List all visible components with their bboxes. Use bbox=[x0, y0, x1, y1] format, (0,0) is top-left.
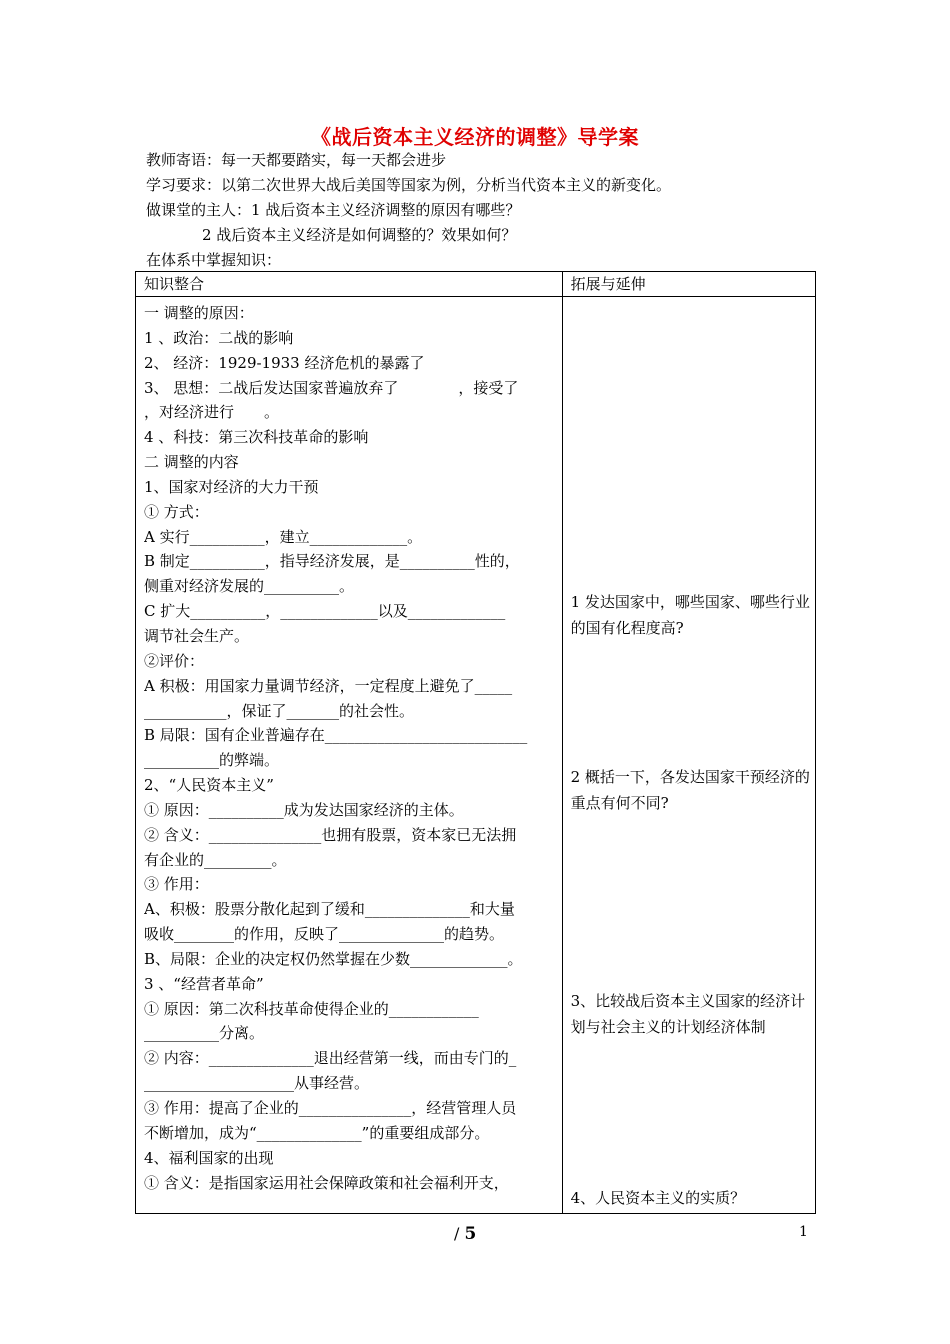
text-line: ____________________从事经营。 bbox=[144, 1074, 370, 1093]
text-line: A、积极：股票分散化起到了缓和______________和大量 bbox=[144, 900, 515, 919]
extension-question-3: 3、比较战后资本主义国家的经济计划与社会主义的计划经济体制 bbox=[570, 992, 806, 1036]
text-line: 一 调整的原因： bbox=[144, 304, 254, 322]
text-line: ② 含义：_______________也拥有股票，资本家已无法拥 bbox=[144, 825, 517, 844]
text-line: ③ 作用：提高了企业的_______________，经营管理人员 bbox=[144, 1099, 517, 1117]
text-line: A 积极：用国家力量调节经济，一定程度上避免了_____ bbox=[144, 676, 513, 695]
text-line: ① 方式： bbox=[144, 502, 209, 521]
text-line: 1、国家对经济的大力干预 bbox=[144, 477, 319, 496]
text-line: C 扩大__________，_____________以及_____________ bbox=[144, 602, 506, 621]
table-header-row bbox=[136, 272, 816, 297]
knowledge-table bbox=[135, 271, 816, 1214]
text-line: B 局限：国有企业普遍存在___________________________ bbox=[144, 726, 528, 745]
text-line: ③ 作用： bbox=[144, 875, 209, 894]
master-question-1: 做课堂的主人：1 战后资本主义经济调整的原因有哪些？ bbox=[146, 201, 521, 219]
intro-section bbox=[146, 148, 671, 273]
page-title: 《战后资本主义经济的调整》导学案 bbox=[311, 125, 639, 149]
header-extension: 拓展与延伸 bbox=[562, 272, 815, 297]
text-line: 不断增加，成为“______________”的重要组成部分。 bbox=[144, 1123, 490, 1142]
teacher-words: 教师寄语：每一天都要踏实，每一天都会进步 bbox=[146, 151, 447, 169]
text-line: 有企业的_________。 bbox=[144, 850, 287, 869]
extension-question-4: 4、人民资本主义的实质？ bbox=[570, 1189, 746, 1207]
text-line: 2、 经济：1929-1933 经济危机的暴露了 bbox=[144, 353, 425, 372]
extension-cell bbox=[562, 297, 815, 1214]
text-line: ② 内容：______________退出经营第一线，而由专门的_ bbox=[144, 1049, 517, 1068]
text-line: __________分离。 bbox=[144, 1024, 265, 1043]
header-knowledge: 知识整合 bbox=[136, 272, 563, 297]
table-body-row bbox=[136, 297, 816, 1214]
text-line: 4、福利国家的出现 bbox=[144, 1148, 274, 1167]
page-count bbox=[454, 1224, 476, 1244]
text-line: 1 、政治：二战的影响 bbox=[144, 328, 294, 347]
text-line: B 制定__________，指导经济发展，是__________性的， bbox=[144, 552, 520, 571]
text-line: ②评价： bbox=[144, 651, 205, 670]
text-line: __________的弊端。 bbox=[144, 751, 280, 770]
text-line: 4 、科技：第三次科技革命的影响 bbox=[144, 428, 369, 447]
extension-question-1: 1 发达国家中，哪些国家、哪些行业的国有化程度高? bbox=[570, 593, 810, 637]
text-line: 侧重对经济发展的__________。 bbox=[144, 577, 355, 596]
knowledge-cell bbox=[136, 297, 563, 1214]
system-heading: 在体系中掌握知识： bbox=[146, 251, 282, 269]
text-line: A 实行__________，建立_____________。 bbox=[144, 527, 423, 546]
page-slash: / bbox=[454, 1224, 460, 1243]
text-line: B、局限：企业的决定权仍然掌握在少数_____________。 bbox=[144, 949, 523, 968]
text-line: ① 原因：__________成为发达国家经济的主体。 bbox=[144, 800, 464, 819]
text-line: ，对经济进行 。 bbox=[144, 403, 280, 422]
text-line: 3 、“经营者革命” bbox=[144, 974, 264, 993]
text-line: 2、“人民资本主义” bbox=[144, 776, 274, 795]
learning-requirement: 学习要求：以第二次世界大战后美国等国家为例，分析当代资本主义的新变化。 bbox=[146, 176, 672, 194]
text-line: ___________，保证了_______的社会性。 bbox=[144, 701, 415, 720]
text-line: 调节社会生产。 bbox=[144, 626, 250, 645]
text-line: 二 调整的内容 bbox=[144, 453, 239, 472]
text-line: ① 原因：第二次科技革命使得企业的____________ bbox=[144, 999, 479, 1018]
text-line: 3、 思想：二战后发达国家普遍放弃了 ，接受了 bbox=[144, 378, 519, 397]
page-number: 1 bbox=[799, 1224, 808, 1240]
extension-question-2: 2 概括一下，各发达国家干预经济的重点有何不同? bbox=[570, 768, 810, 812]
text-line: ① 含义：是指国家运用社会保障政策和社会福利开支， bbox=[144, 1173, 509, 1192]
page-total: 5 bbox=[464, 1224, 477, 1244]
master-question-2: 2 战后资本主义经济是如何调整的？效果如何？ bbox=[202, 226, 517, 244]
text-line: 吸收________的作用，反映了______________的趋势。 bbox=[144, 925, 505, 944]
